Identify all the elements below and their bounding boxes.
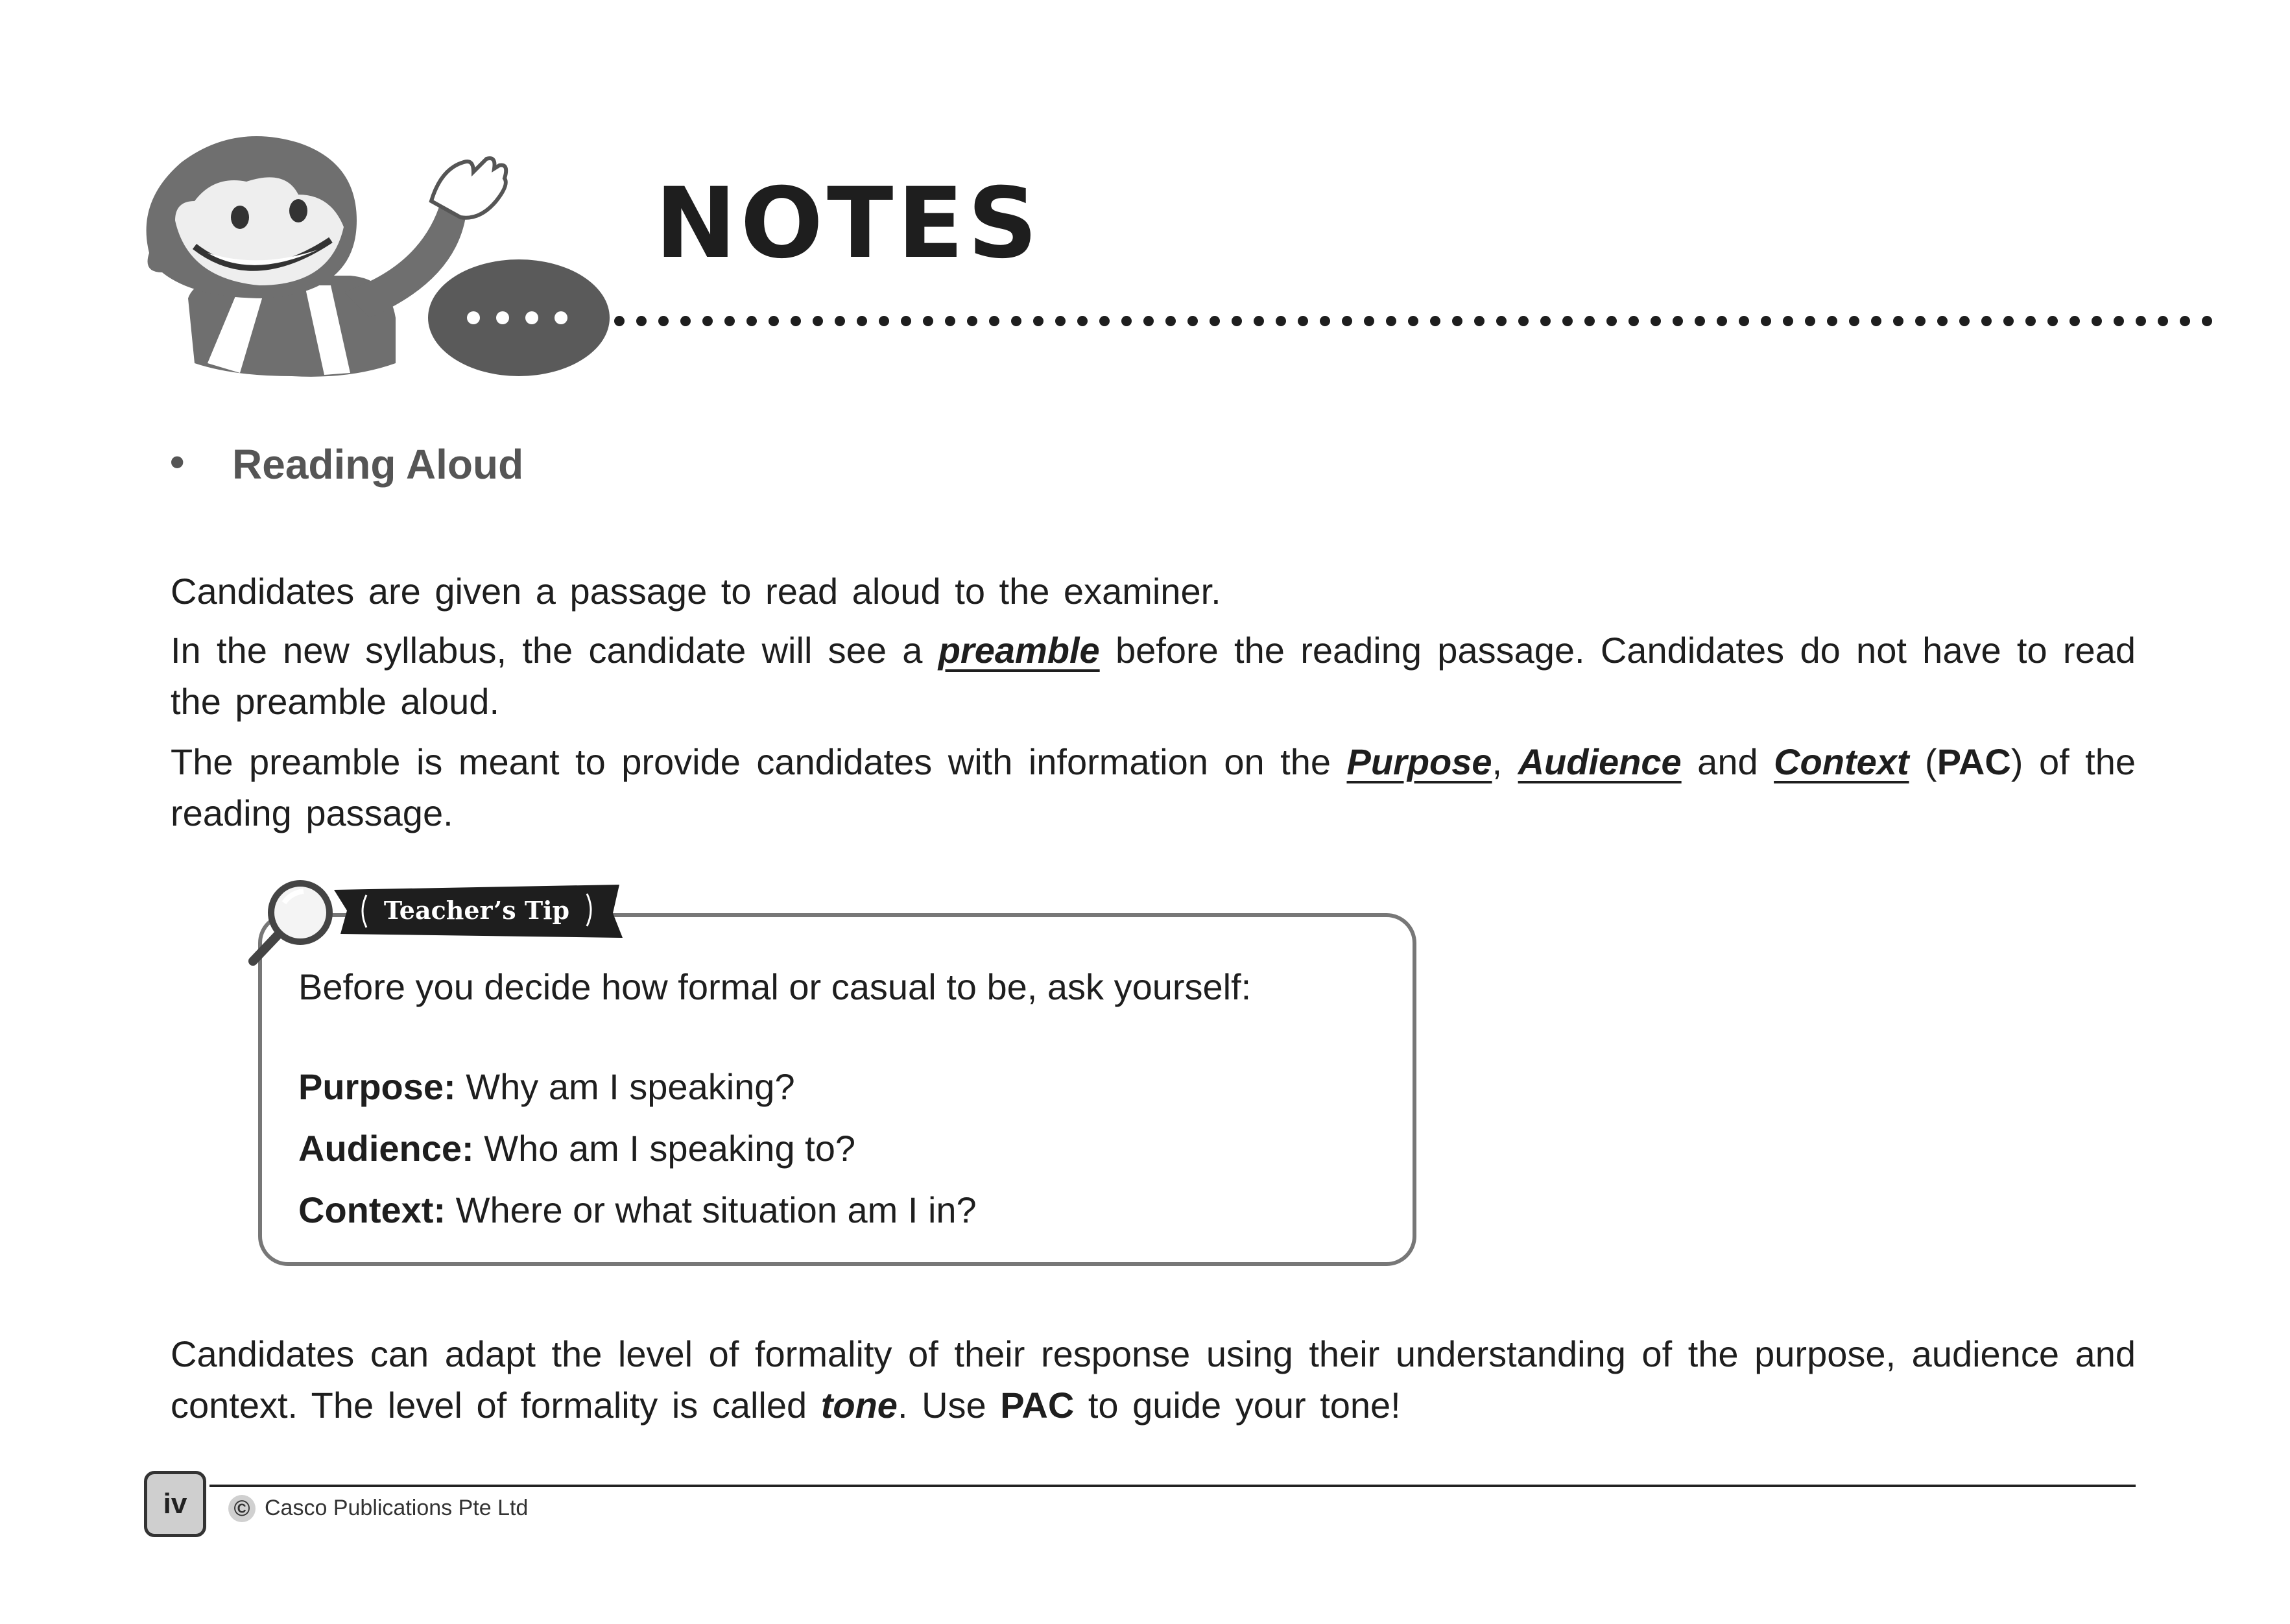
text-run: In the new syllabus, the candidate will see a [171, 630, 938, 671]
footer-rule [209, 1485, 2136, 1487]
tip-item-text: Why am I speaking? [455, 1066, 795, 1107]
text-run: . Use [897, 1385, 1001, 1426]
dotted-divider [610, 311, 2231, 331]
tip-item-label: Audience: [298, 1128, 474, 1169]
paragraph-intro-text: Candidates are given a passage to read aloud to the examiner. [171, 571, 1221, 612]
term-pac: PAC [1000, 1385, 1075, 1426]
page-number: iv [144, 1471, 206, 1537]
paragraph-intro [171, 566, 2136, 617]
term-context: Context [1774, 741, 1909, 782]
section-bullet: • [170, 438, 185, 485]
text-run: ( [1909, 741, 1937, 782]
term-pac: PAC [1937, 741, 2011, 782]
paragraph-preamble [171, 625, 2136, 727]
tip-item-label: Purpose: [298, 1066, 456, 1107]
tip-item-purpose [298, 1066, 795, 1107]
tip-item-audience [298, 1130, 855, 1167]
page-title: NOTES [655, 167, 1042, 280]
waving-boy-icon [136, 123, 616, 383]
text-run: before the reading passage. Candidates do not have to read the preamble aloud. [171, 630, 2136, 722]
text-run: to guide your tone! [1074, 1385, 1401, 1426]
text-run: , [1492, 741, 1518, 782]
tip-item-context [298, 1189, 977, 1230]
copyright-icon: © [228, 1495, 256, 1522]
term-preamble: preamble [938, 630, 1100, 671]
text-run: ) of the reading passage. [171, 741, 2136, 833]
section-heading: Reading Aloud [232, 441, 524, 488]
tip-item-label: Context: [298, 1189, 446, 1230]
paragraph-pac [171, 736, 2136, 839]
teachers-tip-label: Teacher’s Tip [383, 896, 570, 925]
teachers-tip-banner [328, 882, 626, 940]
magnifier-icon [245, 877, 336, 968]
term-audience: Audience [1518, 741, 1682, 782]
tip-item-text: Where or what situation am I in? [446, 1189, 977, 1230]
text-run: The preamble is meant to provide candidates with information on the [171, 741, 1347, 782]
tip-item-text: Who am I speaking to? [473, 1128, 856, 1169]
term-purpose: Purpose [1346, 741, 1492, 782]
text-run: and [1681, 741, 1774, 782]
text-run: Candidates can adapt the level of formality of their response using their understanding of the purpose, audience and context. The level of formality is called [171, 1333, 2136, 1426]
tip-intro: Before you decide how formal or casual to be, ask yourself: [298, 966, 1252, 1007]
term-tone: tone [820, 1385, 898, 1426]
paragraph-tone [171, 1328, 2136, 1431]
publisher-name: Casco Publications Pte Ltd [265, 1496, 529, 1520]
